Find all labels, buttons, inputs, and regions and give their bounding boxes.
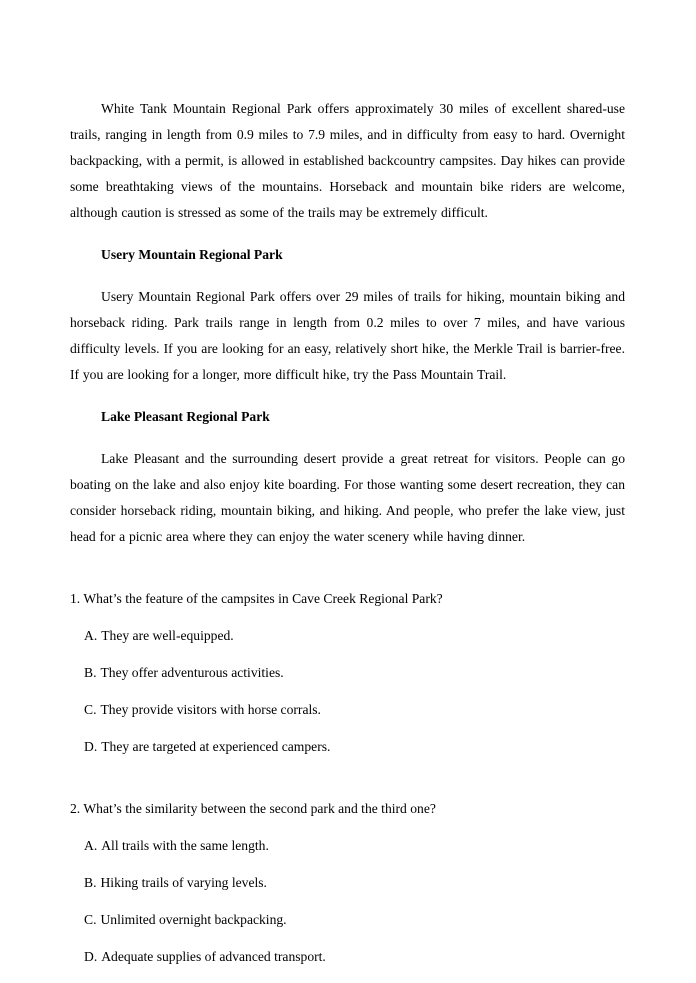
paragraph-usery-mountain: Usery Mountain Regional Park offers over 29 miles of trails for hiking, mountain biking and horseback riding. Park trails range in length from 0.2 miles to over 7 miles, and have various difficulty levels. If you are looking for an easy, relatively short hike, the Merkle Trail is barrier-free. If you are looking for a longer, more difficult hike, try the Pass Mountain Trail.	[70, 289, 625, 382]
section-heading-usery-mountain: Usery Mountain Regional Park	[101, 247, 283, 262]
question-block-2	[70, 796, 625, 970]
option-2-a[interactable]	[70, 833, 625, 859]
option-1-d[interactable]	[70, 734, 625, 760]
option-letter: D.	[84, 739, 98, 754]
option-letter: A.	[84, 838, 98, 853]
option-2-c[interactable]	[70, 907, 625, 933]
question-block-1	[70, 586, 625, 760]
question-1-options	[70, 623, 625, 760]
option-letter: C.	[84, 912, 97, 927]
question-1-prompt: 1. What’s the feature of the campsites in Cave Creek Regional Park?	[70, 591, 443, 606]
option-2-b[interactable]	[70, 870, 625, 896]
option-letter: B.	[84, 875, 97, 890]
option-text: Adequate supplies of advanced transport.	[101, 949, 326, 964]
question-2-prompt: 2. What’s the similarity between the second park and the third one?	[70, 801, 436, 816]
option-2-d[interactable]	[70, 944, 625, 970]
option-1-c[interactable]	[70, 697, 625, 723]
option-text: Unlimited overnight backpacking.	[100, 912, 287, 927]
paragraph-white-tank: White Tank Mountain Regional Park offers approximately 30 miles of excellent shared-use trails, ranging in length from 0.9 miles to 7.9 miles, and in difficulty from easy to hard. Overnight backpacking, with a permit, is allowed in established backcountry campsites. Day hikes can provide some breathtaking views of the mountains. Horseback and mountain bike riders are welcome, although caution is stressed as some of the trails may be extremely difficult.	[70, 101, 625, 220]
option-text: They offer adventurous activities.	[100, 665, 284, 680]
option-text: They are well-equipped.	[101, 628, 234, 643]
option-1-b[interactable]	[70, 660, 625, 686]
option-letter: B.	[84, 665, 97, 680]
option-text: All trails with the same length.	[101, 838, 269, 853]
option-text: They are targeted at experienced campers.	[101, 739, 331, 754]
section-heading-lake-pleasant: Lake Pleasant Regional Park	[101, 409, 270, 424]
question-2-options	[70, 833, 625, 970]
option-text: They provide visitors with horse corrals.	[100, 702, 321, 717]
option-letter: D.	[84, 949, 98, 964]
option-text: Hiking trails of varying levels.	[100, 875, 267, 890]
option-letter: A.	[84, 628, 98, 643]
option-1-a[interactable]	[70, 623, 625, 649]
paragraph-lake-pleasant: Lake Pleasant and the surrounding desert provide a great retreat for visitors. People can go boating on the lake and also enjoy kite boarding. For those wanting some desert recreation, they can consider horseback riding, mountain biking, and hiking. And people, who prefer the lake view, just head for a picnic area where they can enjoy the water scenery while having dinner.	[70, 451, 625, 544]
option-letter: C.	[84, 702, 97, 717]
